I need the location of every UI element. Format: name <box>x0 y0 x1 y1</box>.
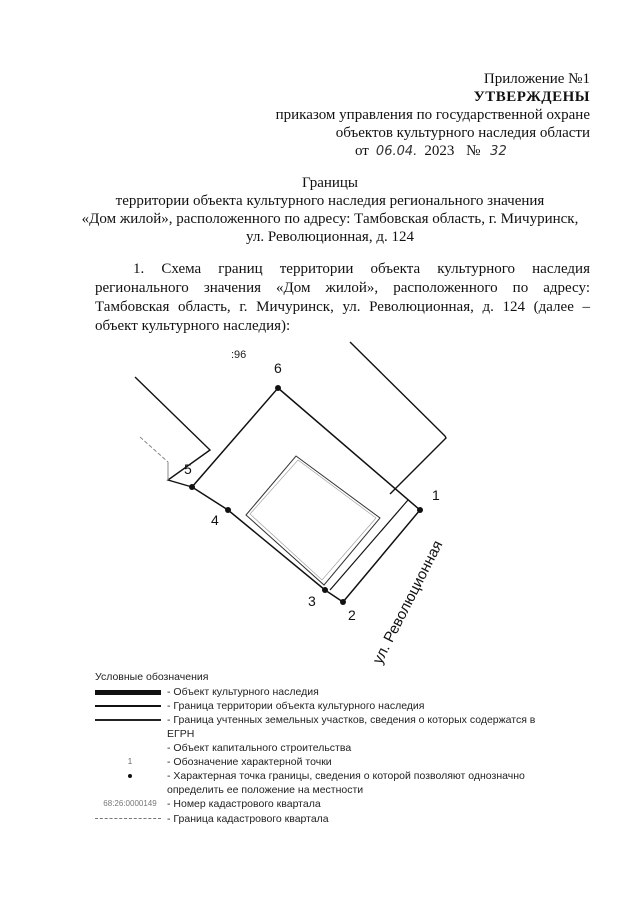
point-label-4: 4 <box>211 512 219 528</box>
handwritten-date: 06.04. <box>375 144 418 159</box>
title-line-3: ул. Революционная, д. 124 <box>246 229 414 245</box>
capital-construction-object <box>246 456 380 585</box>
heritage-territory-boundary <box>192 388 420 602</box>
neighbor-parcel-boundary <box>350 342 446 494</box>
approved-label: УТВЕРЖДЕНЫ <box>473 89 590 105</box>
title-line-1: территории объекта культурного наследия регионального значения <box>115 193 545 209</box>
construction-object-symbol <box>95 741 165 755</box>
number-sign: № <box>466 143 481 159</box>
boundary-point-5 <box>189 484 195 490</box>
parcel-boundary-symbol <box>95 713 165 727</box>
order-year: 2023 <box>424 143 455 159</box>
cadastral-number-symbol: 68:26:0000149 <box>103 799 157 808</box>
order-date-line <box>355 142 555 161</box>
territory-boundary-symbol <box>95 699 165 713</box>
point-label-2: 2 <box>348 607 356 623</box>
order-line-1: приказом управления по государственной охране <box>275 107 590 123</box>
point-label-5: 5 <box>184 461 192 477</box>
capital-construction-object-inner <box>250 460 376 580</box>
boundary-point-6 <box>275 385 281 391</box>
handwritten-number: 32 <box>490 144 507 159</box>
left-parcel-boundary <box>135 377 210 487</box>
point-label-1: 1 <box>432 487 440 503</box>
point-designation-symbol: 1 <box>127 757 133 766</box>
street-label: ул. Революционная <box>369 537 447 667</box>
point-label-6: 6 <box>274 360 282 376</box>
legend-title: Условные обозначения <box>95 671 209 683</box>
characteristic-point-symbol <box>95 769 165 783</box>
inner-parcel-line <box>330 500 408 590</box>
boundary-point-4 <box>225 507 231 513</box>
appendix-label: Приложение №1 <box>483 71 590 87</box>
heritage-object-symbol <box>95 685 165 699</box>
cadastral-quarter-symbol <box>95 812 165 826</box>
cadastral-label: :96 <box>231 349 247 361</box>
scheme-paragraph: 1. Схема границ территории объекта культурного наследия регионального значения «Дом жилой», расположенного по адресу: Тамбовская область, г. Мичуринск, ул. Революционная, д. 124 (далее – объект культурного наследия): <box>95 261 590 334</box>
cadastral-quarter-boundary <box>140 437 168 462</box>
point-label-3: 3 <box>308 593 316 609</box>
date-prefix: от <box>355 143 369 159</box>
order-line-2: объектов культурного наследия области <box>335 125 590 141</box>
boundary-scheme <box>0 330 640 670</box>
boundary-point-2 <box>340 599 346 605</box>
document-heading: Границы <box>301 175 359 191</box>
boundary-point-3 <box>322 587 328 593</box>
boundary-point-1 <box>417 507 423 513</box>
title-line-2: «Дом жилой», расположенного по адресу: Тамбовская область, г. Мичуринск, <box>81 211 579 227</box>
